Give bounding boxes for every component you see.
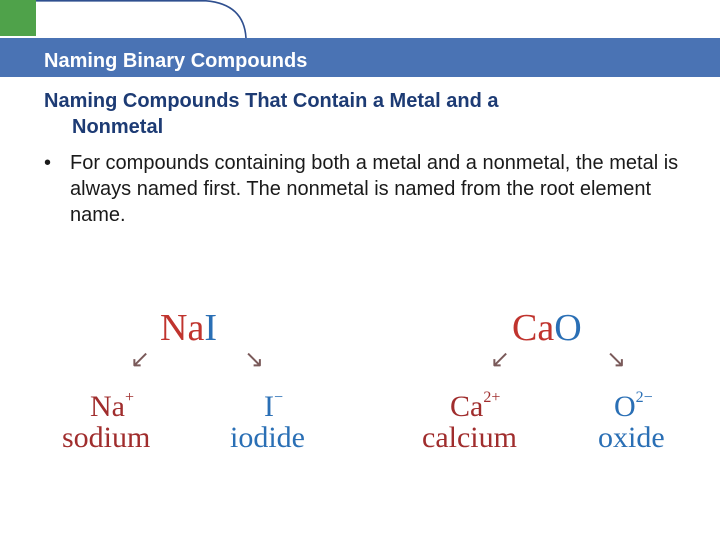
- formula-nonmetal: O: [554, 307, 582, 349]
- bullet-list: [44, 150, 684, 228]
- formula-nai: [160, 308, 217, 348]
- anion-i: [264, 382, 283, 423]
- formula-metal: Na: [160, 307, 205, 349]
- bullet-marker: •: [44, 152, 52, 174]
- formula-metal: Ca: [512, 307, 555, 349]
- anion-charge: 2−: [635, 389, 653, 406]
- cation-name: sodium: [62, 421, 151, 454]
- arrow-down-left-icon: ↙: [490, 347, 511, 373]
- anion-symbol: O: [614, 390, 636, 423]
- subheading: [44, 88, 664, 140]
- bullet-item: [44, 150, 684, 228]
- cation-name: calcium: [422, 421, 517, 454]
- cation-symbol: Na: [90, 390, 125, 423]
- cation-ca: [450, 382, 500, 423]
- subheading-line-2: Nonmetal: [72, 116, 164, 138]
- anion-symbol: I: [264, 390, 274, 423]
- anion-name: oxide: [598, 421, 665, 454]
- anion-o: [614, 382, 653, 423]
- anion-name: iodide: [230, 421, 305, 454]
- cation-charge: +: [124, 389, 135, 406]
- formula-cao: [512, 308, 582, 348]
- subheading-line-1: Naming Compounds That Contain a Metal and a: [44, 90, 499, 112]
- green-accent-square: [0, 0, 36, 36]
- anion-charge: −: [274, 389, 284, 406]
- formula-nonmetal: I: [204, 307, 217, 349]
- bullet-text: For compounds containing both a metal and a nonmetal, the metal is always named first. The nonmetal is named from the root element name.: [70, 152, 679, 226]
- cation-charge: 2+: [483, 389, 501, 406]
- arrow-down-right-icon: ↘: [244, 347, 265, 373]
- slide-title: Naming Binary Compounds: [44, 50, 308, 72]
- cation-na: [90, 382, 134, 423]
- cation-symbol: Ca: [450, 390, 484, 423]
- corner-decoration: [36, 0, 248, 38]
- naming-diagram: [0, 296, 720, 476]
- arrow-down-left-icon: ↙: [130, 347, 151, 373]
- arrow-down-right-icon: ↘: [606, 347, 627, 373]
